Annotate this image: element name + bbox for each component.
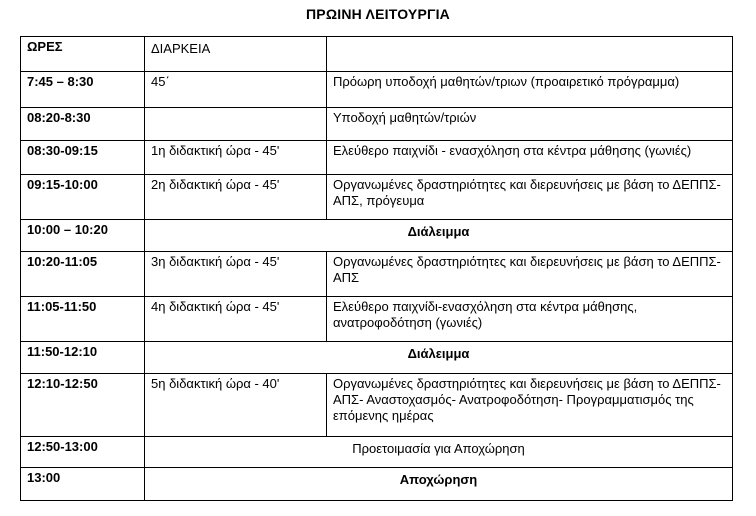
row-time: 09:15-10:00 bbox=[21, 175, 145, 220]
header-time: ΩΡΕΣ bbox=[21, 37, 145, 72]
row-time: 11:05-11:50 bbox=[21, 297, 145, 342]
row-time: 12:10-12:50 bbox=[21, 374, 145, 437]
row-time: 08:30-09:15 bbox=[21, 141, 145, 175]
header-row bbox=[21, 37, 733, 72]
row-activity: Οργανωμένες δραστηριότητες και διερευνήσεις με βάση το ΔΕΠΠΣ-ΑΠΣ- Αναστοχασμός- Ανατροφοδότηση- Προγραμματισμός της επόμενης ημέρας bbox=[327, 374, 733, 437]
break-row bbox=[21, 342, 733, 374]
row-activity: Οργανωμένες δραστηριότητες και διερευνήσεις με βάση το ΔΕΠΠΣ-ΑΠΣ, πρόγευμα bbox=[327, 175, 733, 220]
row-time: 10:00 – 10:20 bbox=[21, 220, 145, 252]
schedule-table bbox=[20, 36, 733, 501]
page-title: ΠΡΩΙΝΗ ΛΕΙΤΟΥΡΓΙΑ bbox=[305, 6, 450, 22]
table-row bbox=[21, 141, 733, 175]
departure-label: Αποχώρηση bbox=[145, 468, 733, 501]
row-duration: 5η διδακτική ώρα - 40' bbox=[145, 374, 327, 437]
row-duration bbox=[145, 108, 327, 141]
prep-row bbox=[21, 437, 733, 468]
row-activity: Υποδοχή μαθητών/τριών bbox=[327, 108, 733, 141]
table-row bbox=[21, 108, 733, 141]
header-activity bbox=[327, 37, 733, 72]
break-label: Διάλειμμα bbox=[145, 342, 733, 374]
row-activity: Ελεύθερο παιχνίδι - ενασχόληση στα κέντρα μάθησης (γωνιές) bbox=[327, 141, 733, 175]
row-activity: Οργανωμένες δραστηριότητες και διερευνήσεις με βάση το ΔΕΠΠΣ-ΑΠΣ bbox=[327, 252, 733, 297]
row-time: 10:20-11:05 bbox=[21, 252, 145, 297]
break-label: Διάλειμμα bbox=[145, 220, 733, 252]
table-row bbox=[21, 72, 733, 108]
table-row bbox=[21, 374, 733, 437]
row-time: 12:50-13:00 bbox=[21, 437, 145, 468]
prep-label: Προετοιμασία για Αποχώρηση bbox=[145, 437, 733, 468]
table-row bbox=[21, 297, 733, 342]
row-time: 7:45 – 8:30 bbox=[21, 72, 145, 108]
row-duration: 2η διδακτική ώρα - 45' bbox=[145, 175, 327, 220]
departure-row bbox=[21, 468, 733, 501]
row-duration: 4η διδακτική ώρα - 45' bbox=[145, 297, 327, 342]
row-duration: 1η διδακτική ώρα - 45' bbox=[145, 141, 327, 175]
row-duration: 3η διδακτική ώρα - 45' bbox=[145, 252, 327, 297]
row-activity: Πρόωρη υποδοχή μαθητών/τριων (προαιρετικό πρόγραμμα) bbox=[327, 72, 733, 108]
table-row bbox=[21, 252, 733, 297]
table-row bbox=[21, 175, 733, 220]
header-duration: ΔΙΑΡΚΕΙΑ bbox=[145, 37, 327, 72]
break-row bbox=[21, 220, 733, 252]
row-time: 08:20-8:30 bbox=[21, 108, 145, 141]
row-time: 13:00 bbox=[21, 468, 145, 501]
row-duration: 45΄ bbox=[145, 72, 327, 108]
row-activity: Ελεύθερο παιχνίδι-ενασχόληση στα κέντρα μάθησης, ανατροφοδότηση (γωνιές) bbox=[327, 297, 733, 342]
row-time: 11:50-12:10 bbox=[21, 342, 145, 374]
